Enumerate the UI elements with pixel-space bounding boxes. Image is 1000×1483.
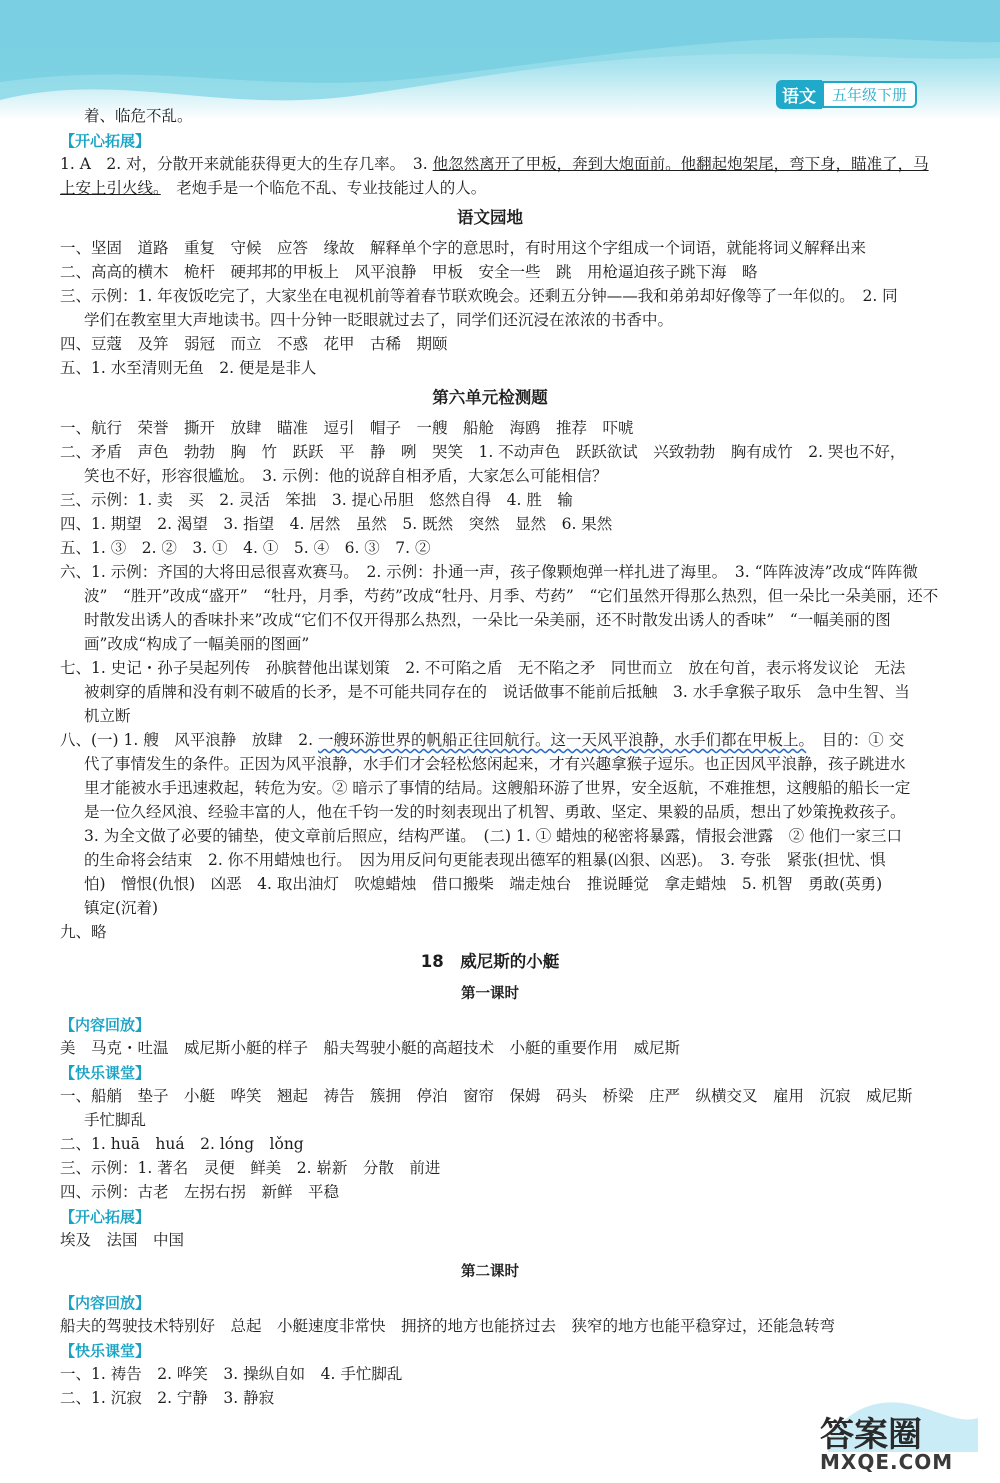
underlined-text: 上安上引火线。	[60, 179, 161, 197]
section-tag: 【开心拓展】	[60, 132, 151, 150]
section-tag: 【开心拓展】	[60, 1208, 151, 1226]
text-line: 的生命将会结束 2. 你不用蜡烛也行。 因为用反问句更能表现出德军的粗暴(凶狠、凶恶)。 3. 夸张 紧张(担忧、惧	[84, 851, 886, 869]
text-line: 一、船艄 垫子 小艇 哗笑 翘起 祷告 簇拥 停泊 窗帘 保姆 码头 桥梁 庄严 纵横交叉 雇用 沉寂 威尼斯	[60, 1087, 913, 1105]
watermark-url: MXQE.COM	[820, 1450, 954, 1474]
text-line: 二、1. huā huá 2. lóng lǒng	[60, 1135, 304, 1153]
text-line: 三、示例：1. 年夜饭吃完了，大家坐在电视机前等着春节联欢晚会。还剩五分钟——我和弟弟却好像等了一年似的。 2. 同	[60, 287, 898, 305]
text-line: 上安上引火线。 老炮手是一个临危不乱、专业技能过人的人。	[60, 179, 487, 197]
text-line: 3. 为全文做了必要的铺垫，使文章前后照应，结构严谨。 (二) 1. ① 蜡烛的秘密将暴露，情报会泄露 ② 他们一家三口	[84, 827, 903, 845]
text-line: 是一位久经风浪、经验丰富的人，他在千钧一发的时刻表现出了机智、勇敢、坚定、果毅的品质，想出了妙策挽救孩子。	[84, 803, 906, 821]
text-line: 笑也不好，形容很尴尬。 3. 示例：他的说辞自相矛盾，大家怎么可能相信？	[84, 467, 608, 485]
text-line: 三、示例：1. 著名 灵便 鲜美 2. 崭新 分散 前进	[60, 1159, 441, 1177]
text-line: 被刺穿的盾牌和没有刺不破盾的长矛，是不可能共同存在的 说话做事不能前后抵触 3. 水手拿猴子取乐 急中生智、当	[84, 683, 910, 701]
text-line: 二、1. 沉寂 2. 宁静 3. 静寂	[60, 1389, 275, 1407]
section-tag: 【内容回放】	[60, 1016, 151, 1034]
text-line: 一、坚固 道路 重复 守候 应答 缘故 解释单个字的意思时，有时用这个字组成一个词语，就能将词义解释出来	[60, 239, 867, 257]
lesson-subheading: 第一课时	[461, 986, 519, 1002]
text-line: 美 马克・吐温 威尼斯小艇的样子 船夫驾驶小艇的高超技术 小艇的重要作用 威尼斯	[60, 1039, 681, 1057]
text-line: 六、1. 示例：齐国的大将田忌很喜欢赛马。 2. 示例：扑通一声，孩子像颗炮弹一样扎进了海里。 3. “阵阵波涛”改成“阵阵微	[60, 563, 918, 581]
text-line: 1. A 2. 对，分散开来就能获得更大的生存几率。 3. 他忽然离开了甲板，奔到大炮面前。他翻起炮架尾，弯下身，瞄准了，马	[60, 155, 929, 173]
text-line: 着、临危不乱。	[84, 107, 193, 125]
text-line: 一、1. 祷告 2. 哗笑 3. 操纵自如 4. 手忙脚乱	[60, 1365, 403, 1383]
text-line: 画”改成“构成了一幅美丽的图画”	[84, 635, 310, 653]
text-line: 手忙脚乱	[84, 1111, 147, 1129]
lesson-subheading: 第二课时	[461, 1264, 519, 1280]
lesson-heading: 18 威尼斯的小艇	[420, 952, 560, 971]
section-heading: 第六单元检测题	[432, 388, 548, 407]
text-line: 四、豆蔻 及笄 弱冠 而立 不惑 花甲 古稀 期颐	[60, 335, 448, 353]
section-heading: 语文园地	[457, 208, 523, 227]
text-line: 三、示例：1. 卖 买 2. 灵活 笨拙 3. 提心吊胆 悠然自得 4. 胜 输	[60, 491, 573, 509]
watermark-title: 答案圈	[820, 1415, 922, 1455]
text-line: 怕) 憎恨(仇恨) 凶恶 4. 取出油灯 吹熄蜡烛 借口搬柴 端走烛台 推说睡觉 拿走蜡烛 5. 机智 勇敢(英勇)	[84, 875, 883, 893]
text-line: 埃及 法国 中国	[60, 1231, 185, 1249]
text-line: 五、1. ③ 2. ② 3. ① 4. ① 5. ④ 6. ③ 7. ②	[60, 539, 431, 557]
text-line: 四、1. 期望 2. 渴望 3. 指望 4. 居然 虽然 5. 既然 突然 显然 6. 果然	[60, 515, 613, 533]
answer-content	[60, 104, 939, 1410]
section-tag: 【快乐课堂】	[60, 1342, 151, 1360]
text-line: 时散发出诱人的香味扑来”改成“它们不仅开得那么热烈，一朵比一朵美丽，还不时散发出诱人的香味” “一幅美丽的图	[84, 611, 891, 629]
text-line: 四、示例：古老 左拐右拐 新鲜 平稳	[60, 1183, 340, 1201]
text-line: 二、高高的横木 桅杆 硬邦邦的甲板上 风平浪静 甲板 安全一些 跳 用枪逼迫孩子跳下海 略	[60, 263, 758, 281]
text-line: 波” “胜开”改成“盛开” “牡丹，月季，芍药”改成“牡丹、月季、芍药” “它们虽然开得那么热烈，但一朵比一朵美丽，还不	[84, 587, 939, 605]
text-line: 八、(一) 1. 艘 风平浪静 放肆 2. 一艘环游世界的帆船正往回航行。这一天风平浪静，水手们都在甲板上。 目的：① 交	[60, 731, 905, 749]
text-line: 一、航行 荣誉 撕开 放肆 瞄准 逗引 帽子 一艘 船舱 海鸥 推荐 吓唬	[60, 419, 634, 437]
text-line: 九、略	[60, 923, 107, 941]
text-line: 代了事情发生的条件。正因为风平浪静，水手们才会轻松悠闲起来，才有兴趣拿猴子逗乐。也正因风平浪静，孩子跳进水	[84, 755, 906, 773]
wavy-underlined-text: 一艘环游世界的帆船正往回航行。这一天风平浪静，水手们都在甲板上。	[317, 731, 807, 749]
subject-label: 语文	[776, 80, 822, 109]
text-line: 船夫的驾驶技术特别好 总起 小艇速度非常快 拥挤的地方也能挤过去 狭窄的地方也能平稳穿过，还能急转弯	[60, 1317, 836, 1335]
text-line: 学们在教室里大声地读书。四十分钟一眨眼就过去了，同学们还沉浸在浓浓的书香中。	[84, 311, 674, 329]
section-tag: 【内容回放】	[60, 1294, 151, 1312]
text-line: 二、矛盾 声色 勃勃 胸 竹 跃跃 平 静 咧 哭笑 1. 不动声色 跃跃欲试 兴致勃勃 胸有成竹 2. 哭也不好，	[60, 443, 906, 461]
text-line: 里才能被水手迅速救起，转危为安。② 暗示了事情的结局。这艘船环游了世界，安全返航，不难推想，这艘船的船长一定	[84, 779, 911, 797]
text-line: 七、1. 史记・孙子吴起列传 孙膑替他出谋划策 2. 不可陷之盾 无不陷之矛 同世而立 放在句首，表示将发议论 无法	[60, 659, 906, 677]
grade-label: 五年级下册	[822, 81, 917, 108]
text-line: 镇定(沉着)	[84, 899, 159, 917]
text-line: 机立断	[84, 707, 131, 725]
text-line: 五、1. 水至清则无鱼 2. 便是是非人	[60, 359, 317, 377]
section-tag: 【快乐课堂】	[60, 1064, 151, 1082]
underlined-text: 他忽然离开了甲板，奔到大炮面前。他翻起炮架尾，弯下身，瞄准了，马	[432, 155, 929, 173]
